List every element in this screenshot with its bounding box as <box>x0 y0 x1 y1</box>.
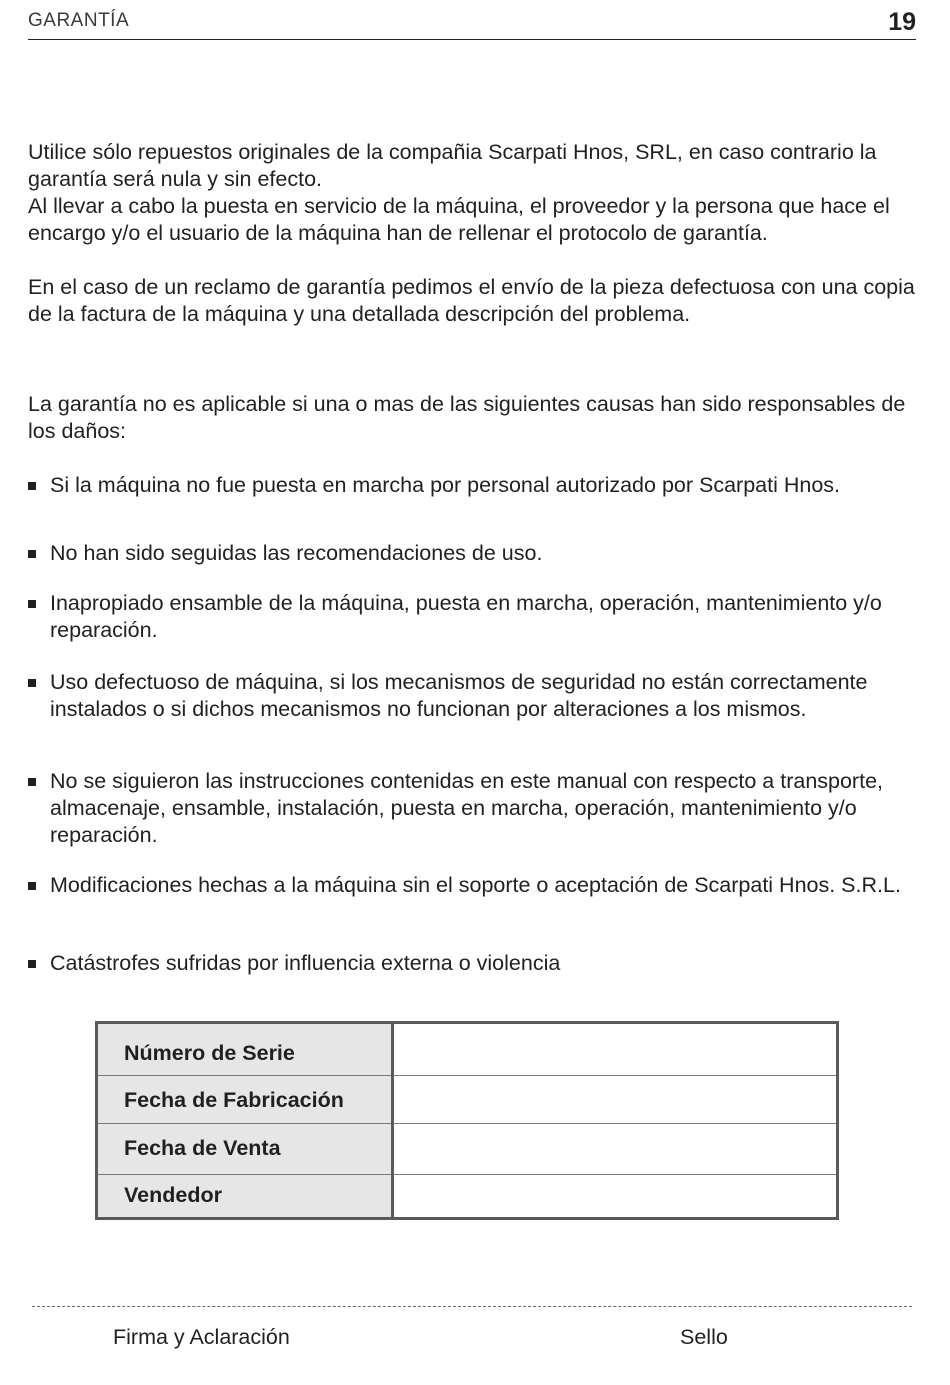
manufacture-date-field[interactable] <box>394 1076 836 1123</box>
seller-label: Vendedor <box>124 1183 222 1207</box>
table-row <box>98 1024 836 1075</box>
table-label-cell <box>98 1024 391 1075</box>
sale-date-label: Fecha de Venta <box>124 1136 281 1160</box>
stamp-label: Sello <box>680 1325 728 1349</box>
list-item <box>28 472 918 499</box>
list-item-text: Uso defectuoso de máquina, si los mecanismos de seguridad no están correctamente instalados o si dichos mecanismos no funcionan por alteraciones a los mismos. <box>50 670 868 722</box>
table-row <box>98 1076 836 1123</box>
list-item-text: Inapropiado ensamble de la máquina, puesta en marcha, operación, mantenimiento y/o reparación. <box>50 591 882 643</box>
square-bullet-icon <box>28 960 36 968</box>
paragraph-claim-procedure: En el caso de un reclamo de garantía pedimos el envío de la pieza defectuosa con una copia de la factura de la máquina y una detallada descripción del problema. <box>28 275 915 327</box>
list-item <box>28 950 918 977</box>
list-item <box>28 590 918 644</box>
square-bullet-icon <box>28 882 36 890</box>
header-divider <box>28 39 916 40</box>
list-item-text: Catástrofes sufridas por influencia externa o violencia <box>50 951 561 975</box>
table-row <box>98 1175 836 1217</box>
page-number: 19 <box>888 8 916 36</box>
column-divider <box>391 1024 394 1217</box>
square-bullet-icon <box>28 679 36 687</box>
manufacture-date-label: Fecha de Fabricación <box>124 1088 344 1112</box>
list-item-text: Modificaciones hechas a la máquina sin el soporte o aceptación de Scarpati Hnos. S.R.L. <box>50 873 901 897</box>
serial-number-label: Número de Serie <box>124 1041 295 1065</box>
paragraph-original-parts: Utilice sólo repuestos originales de la compañia Scarpati Hnos, SRL, en caso contrario la garantía será nula y sin efecto. <box>28 140 877 192</box>
square-bullet-icon <box>28 778 36 786</box>
section-title: GARANTÍA <box>28 10 130 31</box>
seller-field[interactable] <box>394 1175 836 1217</box>
signature-label: Firma y Aclaración <box>113 1325 290 1349</box>
list-item-text: No han sido seguidas las recomendaciones de uso. <box>50 541 543 565</box>
list-item-text: Si la máquina no fue puesta en marcha por personal autorizado por Scarpati Hnos. <box>50 473 840 497</box>
square-bullet-icon <box>28 600 36 608</box>
list-item-text: No se siguieron las instrucciones contenidas en este manual con respecto a transporte, almacenaje, ensamble, instalación, puesta en marcha, operación, mantenimiento y/o reparación. <box>50 769 883 848</box>
square-bullet-icon <box>28 482 36 490</box>
serial-number-field[interactable] <box>394 1024 836 1075</box>
table-label-cell <box>98 1124 391 1174</box>
signature-line <box>32 1306 912 1307</box>
table-label-cell <box>98 1076 391 1123</box>
list-item <box>28 540 918 567</box>
paragraph-warranty-protocol: Al llevar a cabo la puesta en servicio de la máquina, el proveedor y la persona que hace el encargo y/o el usuario de la máquina han de rellenar el protocolo de garantía. <box>28 194 890 246</box>
table-label-cell <box>98 1175 391 1217</box>
list-item <box>28 872 918 899</box>
machine-info-table <box>95 1021 839 1220</box>
paragraph-exclusions-intro: La garantía no es aplicable si una o mas de las siguientes causas han sido responsables de los daños: <box>28 392 906 444</box>
square-bullet-icon <box>28 550 36 558</box>
table-row <box>98 1124 836 1174</box>
list-item <box>28 669 918 723</box>
list-item <box>28 768 918 850</box>
sale-date-field[interactable] <box>394 1124 836 1174</box>
